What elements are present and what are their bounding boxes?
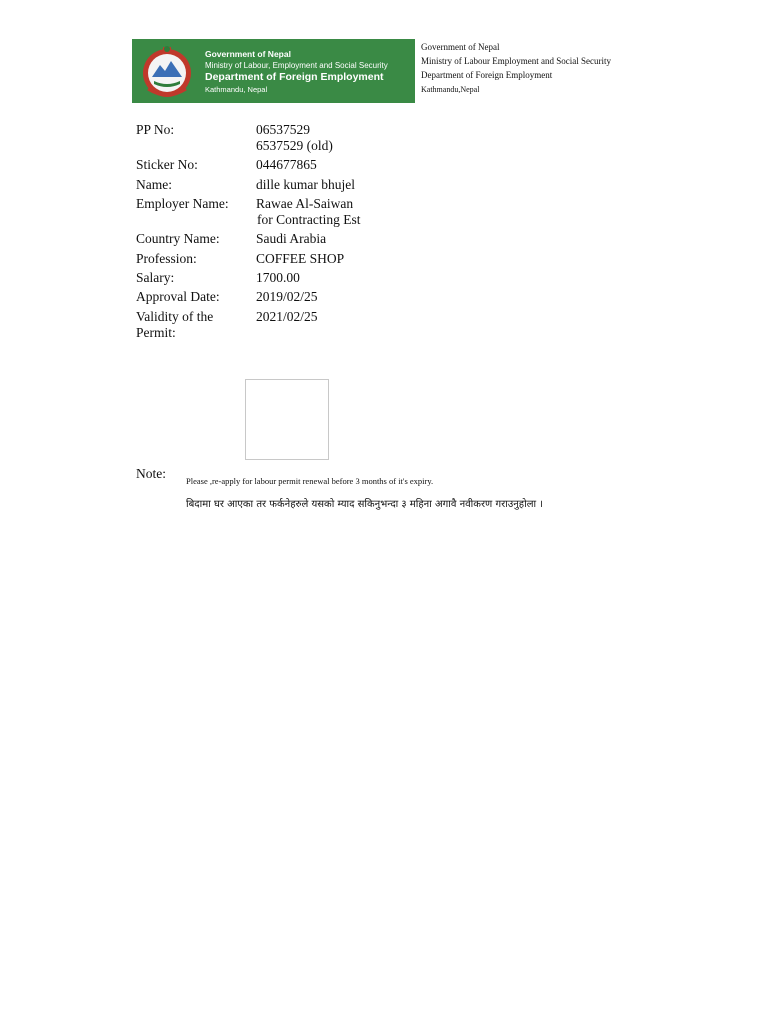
pp-old-value: 6537529 (old) — [256, 138, 333, 153]
country-value: Saudi Arabia — [256, 231, 327, 246]
note-english: Please ,re-apply for labour permit renewal before 3 months of it's expiry. — [186, 476, 434, 486]
note-nepali: बिदामा घर आएका तर फर्कनेहरुले यसको म्याद सकिनुभन्दा ३ महिना अगावै नवीकरण गराउनुहोला । — [186, 499, 544, 510]
name-label: Name: — [136, 177, 172, 192]
office-address — [421, 42, 611, 98]
name-value: dille kumar bhujel — [256, 177, 355, 192]
banner-location: Kathmandu, Nepal — [205, 85, 268, 94]
employer-value-2: for Contracting Est — [257, 212, 361, 227]
office-location: Kathmandu,Nepal — [421, 85, 480, 94]
banner-department: Department of Foreign Employment — [205, 71, 384, 83]
pp-label: PP No: — [136, 122, 175, 137]
office-government: Government of Nepal — [421, 42, 500, 52]
header-banner — [132, 39, 415, 103]
banner-ministry: Ministry of Labour, Employment and Social Security — [205, 61, 388, 70]
photo-placeholder — [245, 379, 329, 460]
country-label: Country Name: — [136, 231, 220, 246]
office-department: Department of Foreign Employment — [421, 70, 553, 80]
pp-value: 06537529 — [256, 122, 310, 137]
note-label: Note: — [136, 466, 166, 481]
employer-label: Employer Name: — [136, 196, 229, 211]
nepal-emblem-icon — [138, 43, 196, 99]
employer-value: Rawae Al-Saiwan — [256, 196, 354, 211]
validity-label: Validity of the — [136, 309, 214, 324]
salary-label: Salary: — [136, 270, 175, 285]
sticker-label: Sticker No: — [136, 157, 198, 172]
validity-value: 2021/02/25 — [256, 309, 318, 324]
validity-label-2: Permit: — [136, 325, 176, 340]
profession-label: Profession: — [136, 251, 197, 266]
sticker-value: 044677865 — [256, 157, 317, 172]
banner-government: Government of Nepal — [205, 49, 291, 59]
profession-value: COFFEE SHOP — [256, 251, 345, 266]
approval-label: Approval Date: — [136, 289, 220, 304]
office-ministry: Ministry of Labour Employment and Social Security — [421, 56, 611, 66]
salary-value: 1700.00 — [256, 270, 300, 285]
approval-value: 2019/02/25 — [256, 289, 318, 304]
